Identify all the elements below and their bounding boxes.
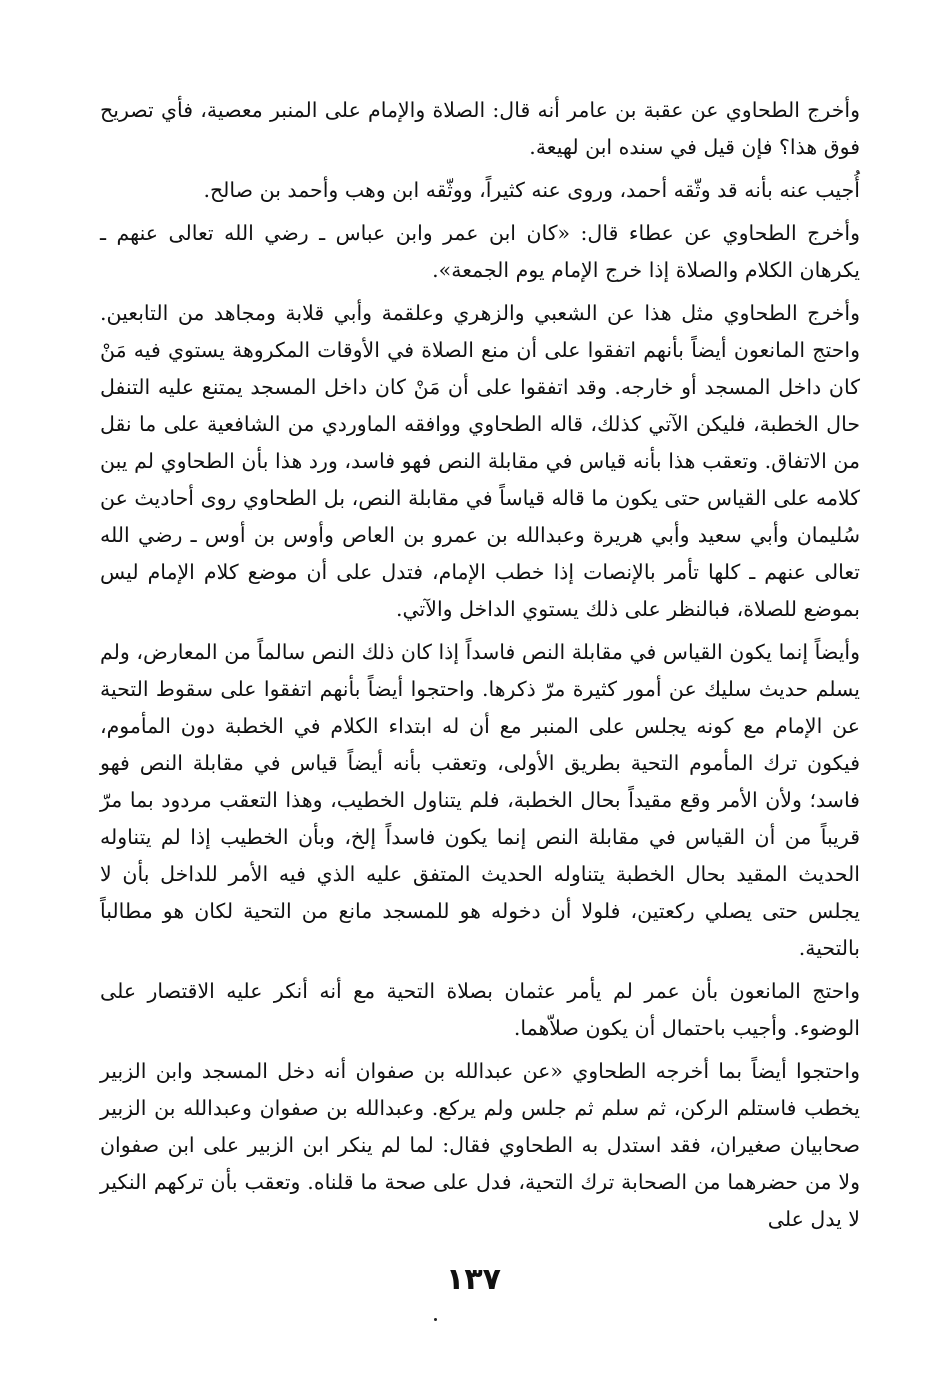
paragraph-7: واحتجوا أيضاً بما أخرجه الطحاوي «عن عبدالله بن صفوان أنه دخل المسجد وابن الزبير يخطب فاستلم الركن، ثم سلم ثم جلس ولم يركع. وعبدالله بن صفوان وعبدالله بن الزبير صحابيان صغيران، فقد استدل به الطحاوي فقال: لما لم ينكر ابن الزبير على ابن صفوان ولا من حضرهما من الصحابة ترك التحية، فدل على صحة ما قلناه. وتعقب بأن تركهم النكير لا يدل على [100,1059,860,1231]
paragraph-3: وأخرج الطحاوي عن عطاء قال: «كان ابن عمر وابن عباس ـ رضي الله تعالى عنهم ـ يكرهان الكلام والصلاة إذا خرج الإمام يوم الجمعة». [100,221,860,282]
paragraph-1: وأخرج الطحاوي عن عقبة بن عامر أنه قال: الصلاة والإمام على المنبر معصية، فأي تصريح فوق هذا؟ فإن قيل في سنده ابن لهيعة. [100,98,860,159]
decorative-dot [434,1318,437,1321]
page-number: ١٣٧ [446,1262,501,1297]
paragraph-6: واحتج المانعون بأن عمر لم يأمر عثمان بصلاة التحية مع أنه أنكر عليه الاقتصار على الوضوء. وأجيب باحتمال أن يكون صلاّهما. [100,979,860,1040]
paragraph-5: وأيضاً إنما يكون القياس في مقابلة النص فاسداً إذا كان ذلك النص سالماً من المعارض، ولم يسلم حديث سليك عن أمور كثيرة مرّ ذكرها. واحتجوا أيضاً بأنهم اتفقوا على سقوط التحية عن الإمام مع كونه يجلس على المنبر مع أن له ابتداء الكلام في الخطبة دون المأموم، فيكون ترك المأموم التحية بطريق الأولى، وتعقب بأنه أيضاً قياس في مقابلة النص فهو فاسد؛ ولأن الأمر وقع مقيداً بحال الخطبة، فلم يتناول الخطيب، وهذا التعقب مردود بما مرّ قريباً من أن القياس في مقابلة النص إنما يكون فاسداً إلخ، وبأن الخطيب إذا لم يتناوله الحديث المقيد بحال الخطبة يتناوله الحديث المتفق عليه الذي فيه الأمر للداخل بأن لا يجلس حتى يصلي ركعتين، فلولا أن دخوله هو للمسجد مانع من التحية لكان هو مطالباً بالتحية. [100,640,860,960]
paragraph-4: وأخرج الطحاوي مثل هذا عن الشعبي والزهري وعلقمة وأبي قلابة ومجاهد من التابعين. واحتج المانعون أيضاً بأنهم اتفقوا على أن منع الصلاة في الأوقات المكروهة يستوي فيه مَنْ كان داخل المسجد أو خارجه. وقد اتفقوا على أن مَنْ كان داخل المسجد يمتنع عليه التنفل حال الخطبة، فليكن الآتي كذلك، قاله الطحاوي ووافقه الماوردي من الشافعية على ما نقل من الاتفاق. وتعقب هذا بأنه قياس في مقابلة النص فهو فاسد، ورد هذا بأن الطحاوي لم يبن كلامه على القياس حتى يكون ما قاله قياساً في مقابلة النص، بل الطحاوي روى أحاديث عن سُليمان وأبي سعيد وأبي هريرة وعبدالله بن عمرو بن العاص وأوس بن أوس ـ رضي الله تعالى عنهم ـ كلها تأمر بالإنصات إذا خطب الإمام، فتدل على أن موضع كلام الإمام ليس بموضع للصلاة، فبالنظر على ذلك يستوي الداخل والآتي. [100,301,860,621]
page-body [100,92,860,1244]
paragraph-2: أُجيب عنه بأنه قد وثّقه أحمد، وروى عنه كثيراً، ووثّقه ابن وهب وأحمد بن صالح. [203,178,860,202]
